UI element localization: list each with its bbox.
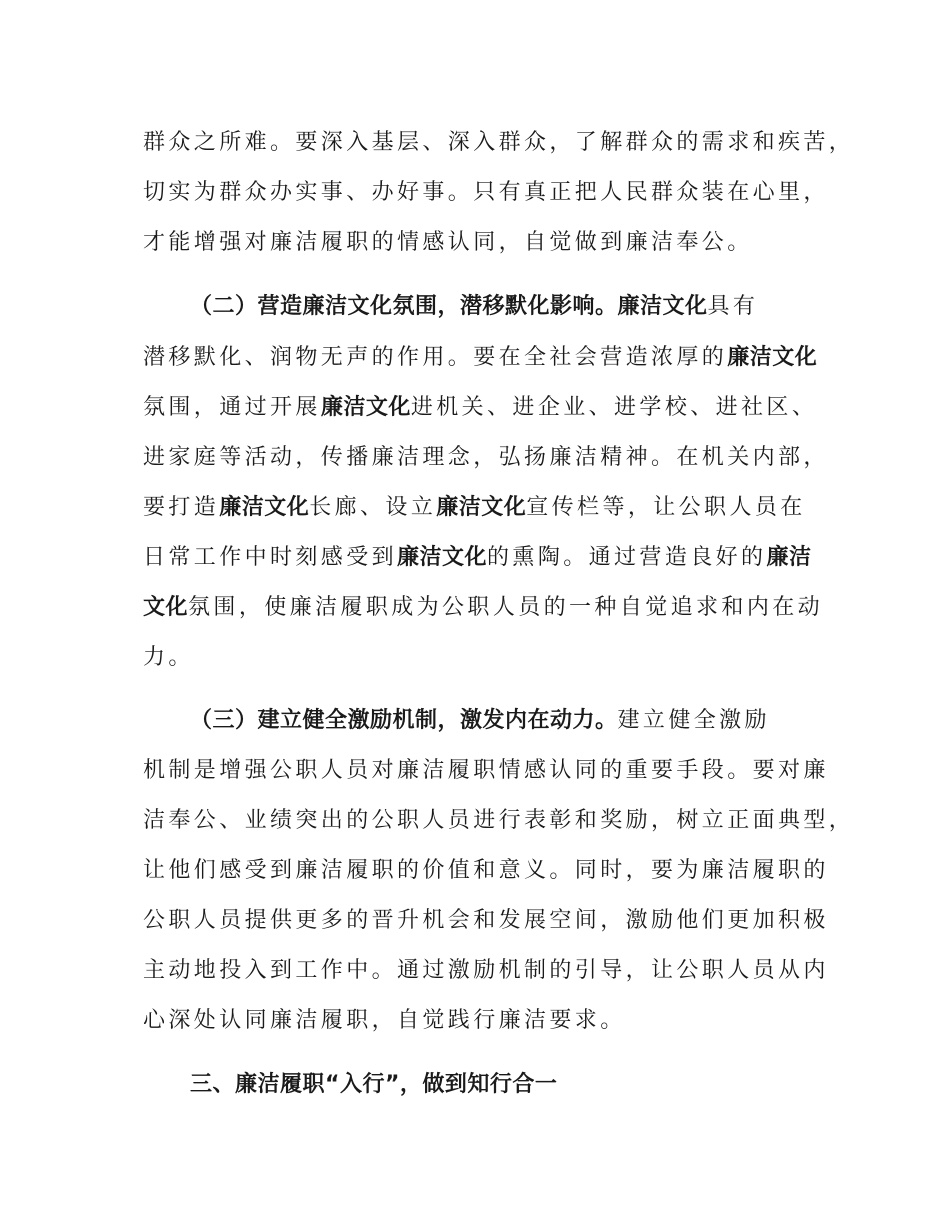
bold-term: 廉洁文化: [320, 395, 411, 420]
bold-term: 廉洁文化: [727, 345, 818, 370]
paragraph-2-heading: （二）营造廉洁文化氛围，潜移默化影响。: [190, 294, 618, 319]
section-heading: 三、廉洁履职“入行”，做到知行合一: [190, 1072, 558, 1097]
paragraph-3-line-2: 机制是增强公职人员对廉洁履职情感认同的重要手段。要对廉: [143, 758, 829, 783]
text-run: 氛围，通过开展: [143, 395, 321, 420]
text-run: 建立健全激励: [617, 708, 770, 733]
text-run: 潜移默化、润物无声的作用。要在全社会营造浓厚的: [143, 345, 728, 370]
paragraph-2-line-5: [143, 494, 806, 522]
bold-term: 文化: [143, 595, 189, 620]
text-run: 进机关、进企业、进学校、进社区、: [410, 395, 818, 420]
text-run: 长廊、设立: [309, 495, 437, 520]
paragraph-2-line-8: 力。: [143, 645, 194, 670]
bold-term: 廉洁文化: [397, 545, 488, 570]
text-run: 宣传栏等，让公职人员在: [526, 495, 806, 520]
bold-term: 廉洁: [766, 545, 812, 570]
paragraph-2-line-6: [143, 544, 811, 572]
paragraph-1-line-3: 才能增强对廉洁履职的情感认同，自觉做到廉洁奉公。: [143, 230, 753, 255]
paragraph-1-line-1: 群众之所难。要深入基层、深入群众，了解群众的需求和疾苦，: [143, 130, 855, 155]
paragraph-2-line-3: [143, 394, 817, 422]
text-run: 日常工作中时刻感受到: [143, 545, 398, 570]
paragraph-3-heading: （三）建立健全激励机制，激发内在动力。: [190, 708, 618, 733]
paragraph-3-line-7: 心深处认同廉洁履职，自觉践行廉洁要求。: [143, 1008, 626, 1033]
paragraph-3-line-5: 公职人员提供更多的晋升机会和发展空间，激励他们更加积极: [143, 908, 829, 933]
bold-term: 廉洁文化: [219, 495, 310, 520]
paragraph-3-line-6: 主动地投入到工作中。通过激励机制的引导，让公职人员从内: [143, 958, 829, 983]
text-run: 的熏陶。通过营造良好的: [487, 545, 767, 570]
paragraph-2-line-7: [143, 594, 823, 622]
bold-term: 廉洁文化: [617, 294, 708, 319]
text-run: 要打造: [143, 495, 220, 520]
paragraph-3-line-3: 洁奉公、业绩突出的公职人员进行表彰和奖励，树立正面典型，: [143, 808, 855, 833]
paragraph-3-line-1: [190, 707, 770, 735]
text-run: 氛围，使廉洁履职成为公职人员的一种自觉追求和内在动: [188, 595, 824, 620]
paragraph-1-line-2: 切实为群众办实事、办好事。只有真正把人民群众装在心里，: [143, 180, 829, 205]
paragraph-2-line-2: [143, 344, 817, 372]
text-run: 具有: [707, 294, 759, 319]
bold-term: 廉洁文化: [436, 495, 527, 520]
paragraph-2-line-4: 进家庭等活动，传播廉洁理念，弘扬廉洁精神。在机关内部，: [143, 445, 829, 470]
paragraph-2-line-1: [190, 293, 758, 321]
paragraph-3-line-4: 让他们感受到廉洁履职的价值和意义。同时，要为廉洁履职的: [143, 858, 829, 883]
